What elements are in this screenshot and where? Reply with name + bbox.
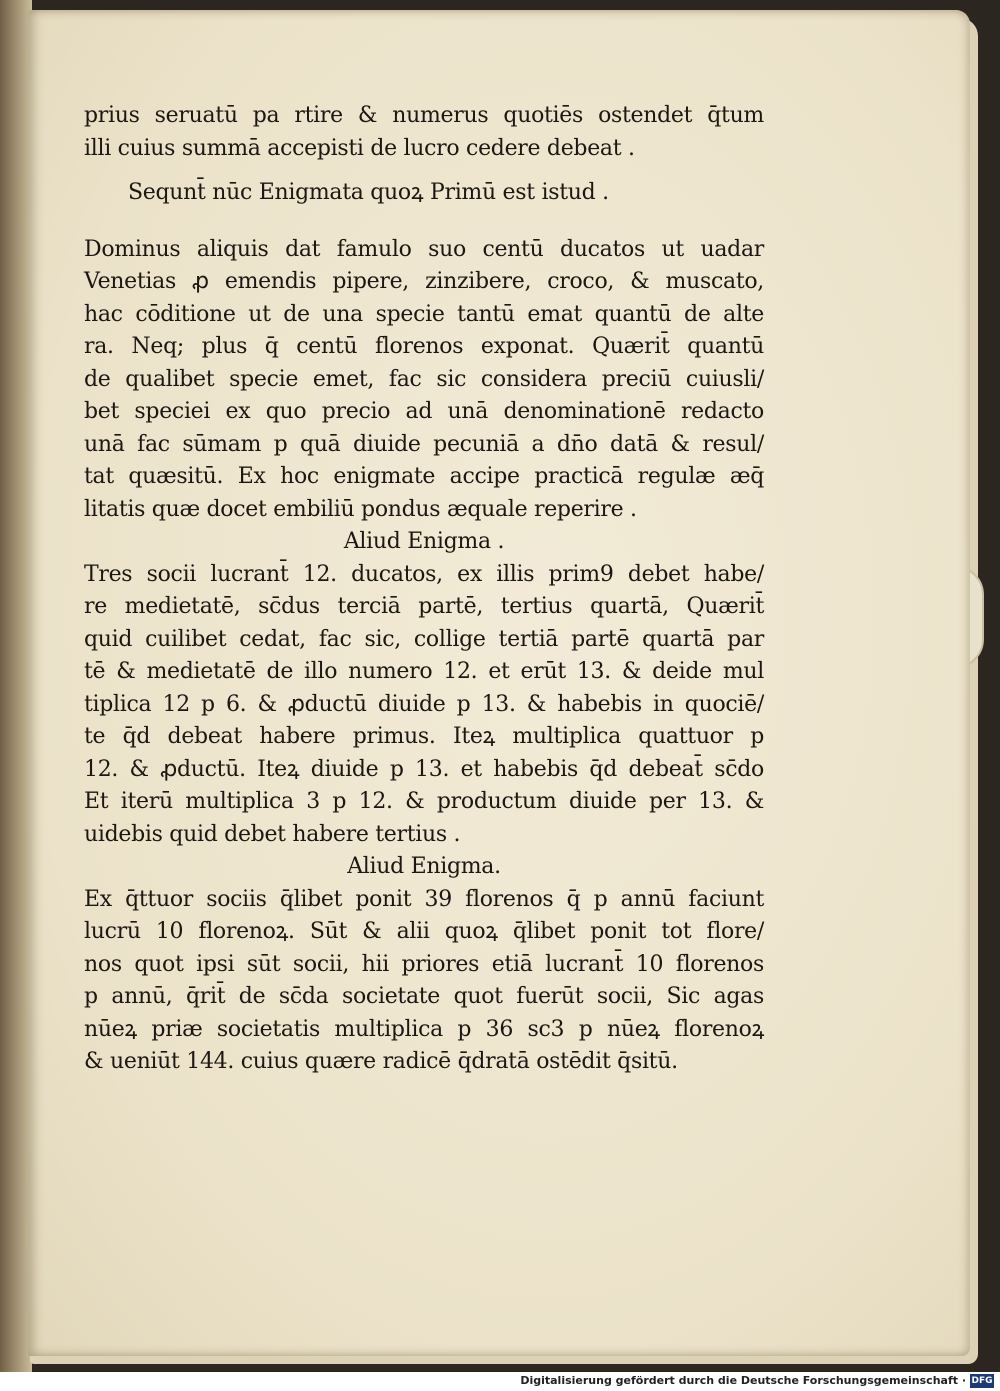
- text-line: Tres socii lucrant̄ 12. ducatos, ex illis prim9 debet habe/: [84, 561, 764, 587]
- digitization-credit: Digitalisierung gefördert durch die Deutsche Forschungsgemeinschaft ·: [520, 1374, 966, 1387]
- text-line: tat quæsitū. Ex hoc enigmate accipe practicā regulæ æq̄: [84, 464, 764, 489]
- text-line: prius seruatū pa rtire & numerus quotiēs ostendet q̄tum: [84, 103, 764, 128]
- text-line: unā fac sūmam p quā diuide pecuniā a dn̄o datā & resul/: [84, 431, 764, 457]
- text-line: nūeꝝ priæ societatis multiplica p 36 sc3 p nūeꝝ florenoꝝ: [84, 1016, 764, 1042]
- text-block-3: [84, 559, 764, 852]
- text-line: re medietatē, sc̄dus terciā partē, tertius quartā, Quærit̄: [84, 594, 764, 619]
- text-line: Ex q̄ttuor sociis q̄libet ponit 39 florenos q̄ p annū faciunt: [84, 886, 764, 912]
- text-line: quid cuilibet cedat, fac sic, collige tertiā partē quartā par: [84, 626, 764, 652]
- section-heading: Aliud Enigma.: [347, 854, 501, 879]
- text-line: & ueniūt 144. cuius quære radicē q̄dratā ostēdit q̄sitū.: [84, 1049, 678, 1074]
- text-line: Dominus aliquis dat famulo suo centū ducatos ut uadar: [84, 236, 764, 262]
- text-line: lucrū 10 florenoꝝ. Sūt & alii quoꝝ q̄libet ponit tot flore/: [84, 919, 764, 944]
- text-line: Venetias ꝓ emendis pipere, zinzibere, croco, & muscato,: [84, 269, 764, 294]
- text-line: Et iterū multiplica 3 p 12. & productum diuide per 13. &: [84, 789, 764, 814]
- section-heading: Sequnt̄ nūc Enigmata quoꝝ Primū est istud .: [128, 180, 609, 205]
- text-line: 12. & ꝓductū. Iteꝝ diuide p 13. et habebis q̄d debeat̄ sc̄do: [84, 756, 764, 782]
- text-line: uidebis quid debet habere tertius .: [84, 821, 461, 847]
- text-line: litatis quæ docet embiliū pondus æquale reperire .: [84, 496, 637, 522]
- printed-text: [84, 100, 764, 1079]
- text-line: hac cōditione ut de una specie tantū emat quantū de alte: [84, 301, 764, 327]
- text-line: p annū, q̄rit̄ de sc̄da societate quot fuerūt socii, Sic agas: [84, 984, 764, 1009]
- text-block-1: [84, 100, 764, 165]
- text-line: te q̄d debeat habere primus. Iteꝝ multiplica quattuor p: [84, 724, 764, 749]
- text-line: bet speciei ex quo precio ad unā denominationē redacto: [84, 399, 764, 424]
- text-line: nos quot ipsi sūt socii, hii priores etiā lucrant̄ 10 florenos: [84, 951, 764, 977]
- text-block-4: [84, 884, 764, 1079]
- dfg-logo-icon: DFG: [971, 1376, 993, 1386]
- text-line: ra. Neq; plus q̄ centū florenos exponat. Quærit̄ quantū: [84, 334, 764, 359]
- text-block-2: [84, 234, 764, 527]
- section-heading: Aliud Enigma .: [343, 529, 505, 554]
- text-line: tiplica 12 p 6. & ꝓductū diuide p 13. & habebis in quociē/: [84, 691, 764, 717]
- text-line: de qualibet specie emet, fac sic considera preciū cuiusli/: [84, 366, 764, 392]
- text-line: tē & medietatē de illo numero 12. et erūt 13. & deide mul: [84, 659, 764, 684]
- text-line: illi cuius summā accepisti de lucro cedere debeat .: [84, 135, 635, 161]
